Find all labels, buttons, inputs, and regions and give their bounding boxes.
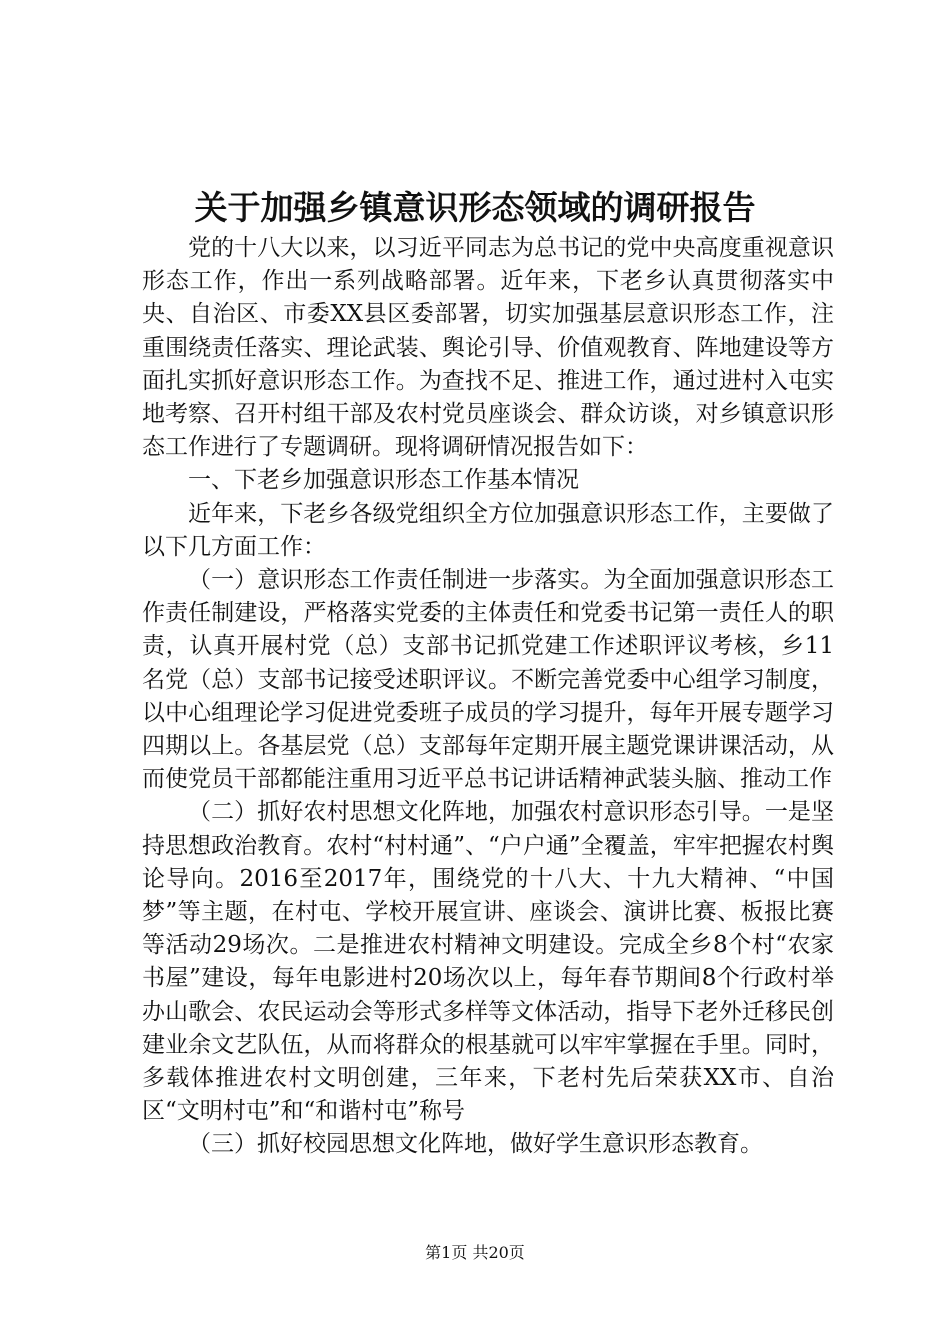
paragraph-item-2: （二）抓好农村思想文化阵地，加强农村意识形态引导。一是坚持思想政治教育。农村“村村通”、“户户通”全覆盖，牢牢把握农村舆论导向。2016至2017年，围绕党的十八大、十九大精神、“中国梦”等主题，在村屯、学校开展宣讲、座谈会、演讲比赛、板报比赛等活动29场次。二是推进农村精神文明建设。完成全乡8个村“农家书屋”建设，每年电影进村20场次以上，每年春节期间8个行政村举办山歌会、农民运动会等形式多样等文体活动，指导下老外迁移民创建业余文艺队伍，从而将群众的根基就可以牢牢掌握在手里。同时，多载体推进农村文明创建，三年来，下老村先后荣获XX市、自治区“文明村屯”和“和谐村屯”称号 [142, 799, 834, 1125]
paragraph-item-1: （一）意识形态工作责任制进一步落实。为全面加强意识形态工作责任制建设，严格落实党委的主体责任和党委书记第一责任人的职责，认真开展村党（总）支部书记抓党建工作述职评议考核，乡11名党（总）支部书记接受述职评议。不断完善党委中心组学习制度，以中心组理论学习促进党委班子成员的学习提升，每年开展专题学习四期以上。各基层党（总）支部每年定期开展主题党课讲课活动，从而使党员干部都能注重用习近平总书记讲话精神武装头脑、推动工作 [142, 567, 834, 793]
paragraph-summary: 近年来，下老乡各级党组织全方位加强意识形态工作，主要做了以下几方面工作： [142, 500, 834, 560]
section-heading-1: 一、下老乡加强意识形态工作基本情况 [188, 467, 579, 494]
paragraph-item-3: （三）抓好校园思想文化阵地，做好学生意识形态教育。 [188, 1131, 763, 1158]
document-title: 关于加强乡镇意识形态领域的调研报告 [194, 188, 756, 227]
document-body [142, 232, 834, 1162]
paragraph-intro: 党的十八大以来，以习近平同志为总书记的党中央高度重视意识形态工作，作出一系列战略部署。近年来，下老乡认真贯彻落实中央、自治区、市委XX县区委部署，切实加强基层意识形态工作，注重围绕责任落实、理论武装、舆论引导、价值观教育、阵地建设等方面扎实抓好意识形态工作。为查找不足、推进工作，通过进村入屯实地考察、召开村组干部及农村党员座谈会、群众访谈，对乡镇意识形态工作进行了专题调研。现将调研情况报告如下： [142, 235, 834, 461]
page-footer: 第1页 共20页 [425, 1243, 525, 1262]
